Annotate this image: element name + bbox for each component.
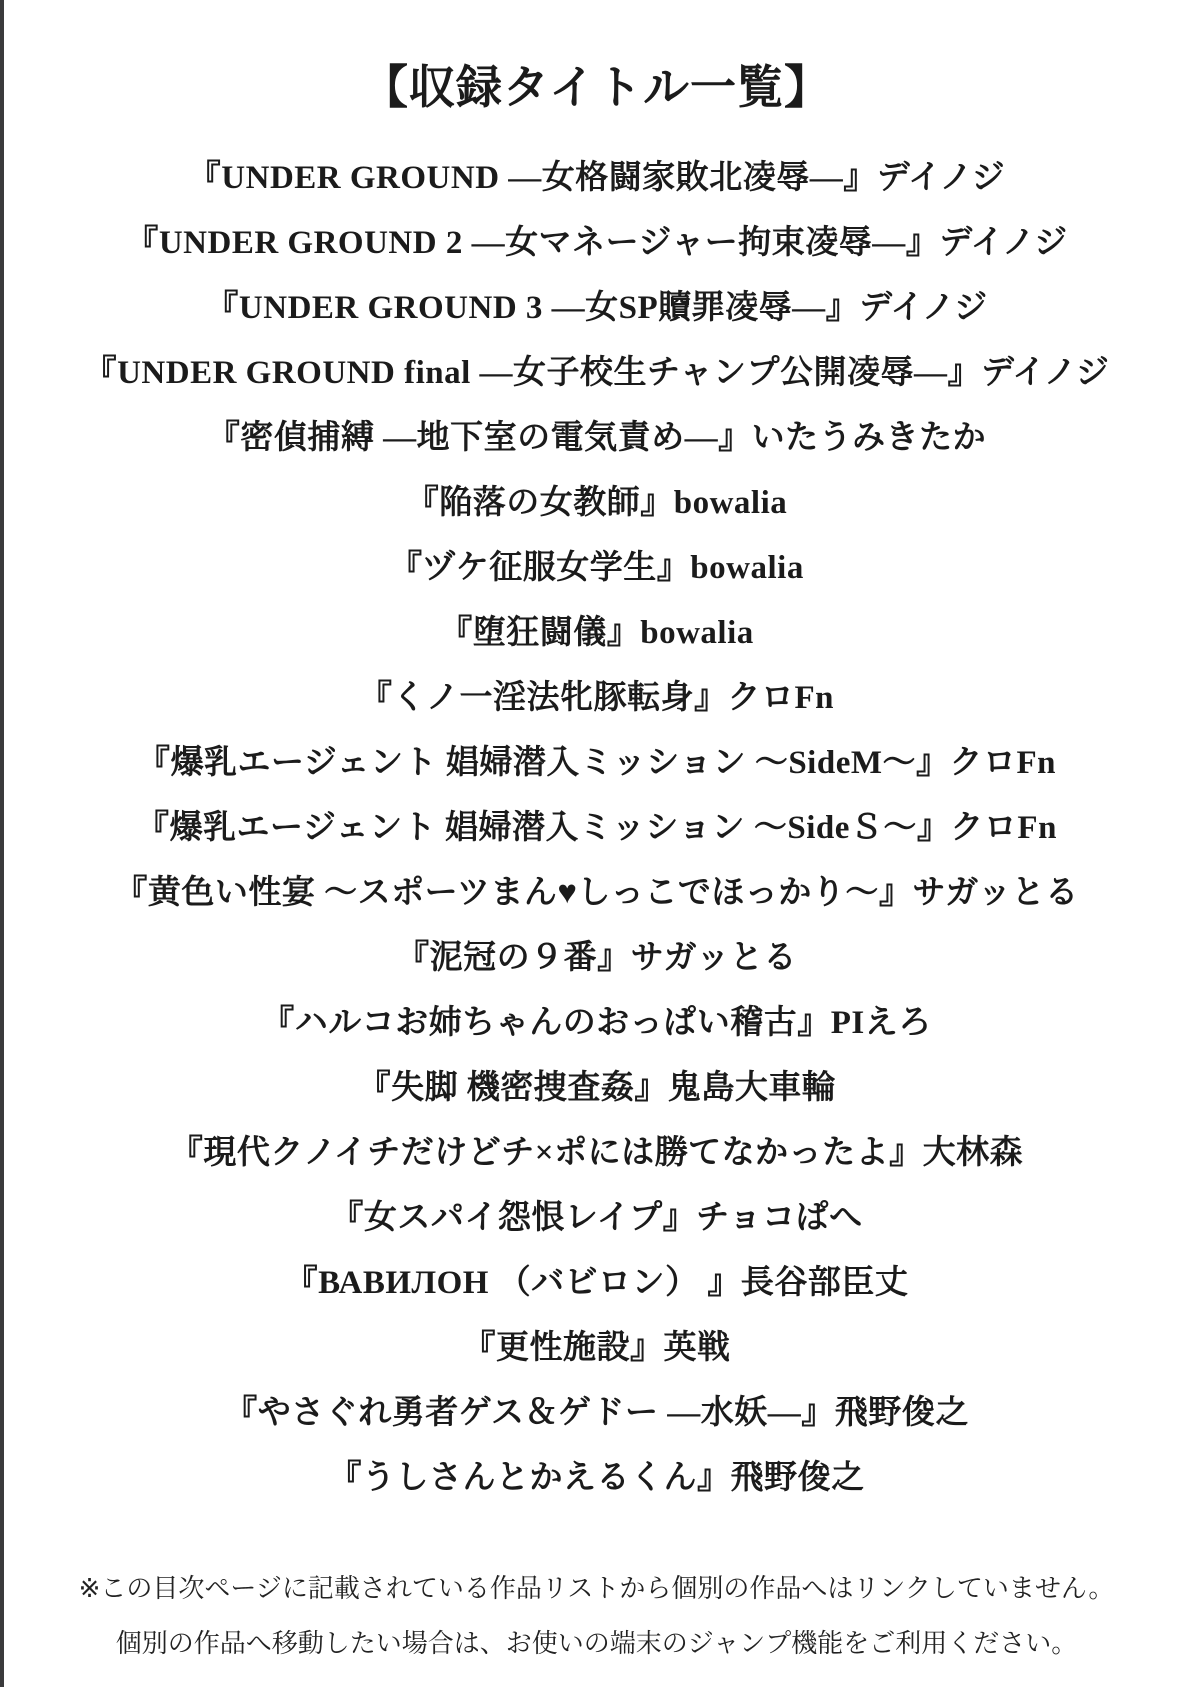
list-item: 『UNDER GROUND ―女格闘家敗北凌辱―』デイノジ <box>187 160 1006 196</box>
footer-note <box>4 1561 1189 1671</box>
list-item: 『失脚 機密捜査姦』鬼島大車輪 <box>357 1070 836 1106</box>
list-item: 『黄色い性宴 ～スポーツまん♥しっこでほっかり～』サガッとる <box>114 875 1079 911</box>
list-item: 『ヅケ征服女学生』bowalia <box>389 550 804 586</box>
list-item: 『堕狂闘儀』bowalia <box>439 615 754 651</box>
list-item: 『爆乳エージェント 娼婦潜入ミッション ～SideM～』クロFn <box>136 745 1057 781</box>
footer-note-line-2: 個別の作品へ移動したい場合は、お使いの端末のジャンプ機能をご利用ください。 <box>115 1628 1078 1658</box>
list-item: 『UNDER GROUND 3 ―女SP贖罪凌辱―』デイノジ <box>205 290 988 326</box>
list-item: 『うしさんとかえるくん』飛野俊之 <box>328 1460 865 1496</box>
list-item: 『やさぐれ勇者ゲス＆ゲドー ―水妖―』飛野俊之 <box>224 1395 969 1431</box>
list-item: 『爆乳エージェント 娼婦潜入ミッション ～SideＳ～』クロFn <box>136 810 1057 846</box>
page-title: 【収録タイトル一覧】 <box>361 62 832 113</box>
list-item: 『女スパイ怨恨レイプ』チョコぱへ <box>330 1200 863 1236</box>
list-item: 『UNDER GROUND final ―女子校生チャンプ公開凌辱―』デイノジ <box>83 355 1110 391</box>
list-item: 『陥落の女教師』bowalia <box>405 485 788 521</box>
list-item: 『くノ一淫法牝豚転身』クロFn <box>358 680 834 716</box>
list-item: 『密偵捕縛 ―地下室の電気責め―』いたうみきたか <box>206 420 987 456</box>
list-item: 『UNDER GROUND 2 ―女マネージャー拘束凌辱―』デイノジ <box>125 225 1068 261</box>
list-item: 『ВАВИЛОН （バビロン） 』長谷部臣丈 <box>284 1265 909 1301</box>
list-item: 『ハルコお姉ちゃんのおっぱい稽古』PIえろ <box>261 1005 932 1041</box>
footer-note-line-1: ※この目次ページに記載されている作品リストから個別の作品へはリンクしていません。 <box>78 1573 1115 1603</box>
toc-page <box>4 0 1189 1687</box>
title-list <box>4 146 1189 1511</box>
list-item: 『現代クノイチだけどチ×ポには勝てなかったよ』大林森 <box>169 1135 1024 1171</box>
list-item: 『泥冠の９番』サガッとる <box>396 940 797 976</box>
list-item: 『更性施設』英戦 <box>462 1330 731 1366</box>
